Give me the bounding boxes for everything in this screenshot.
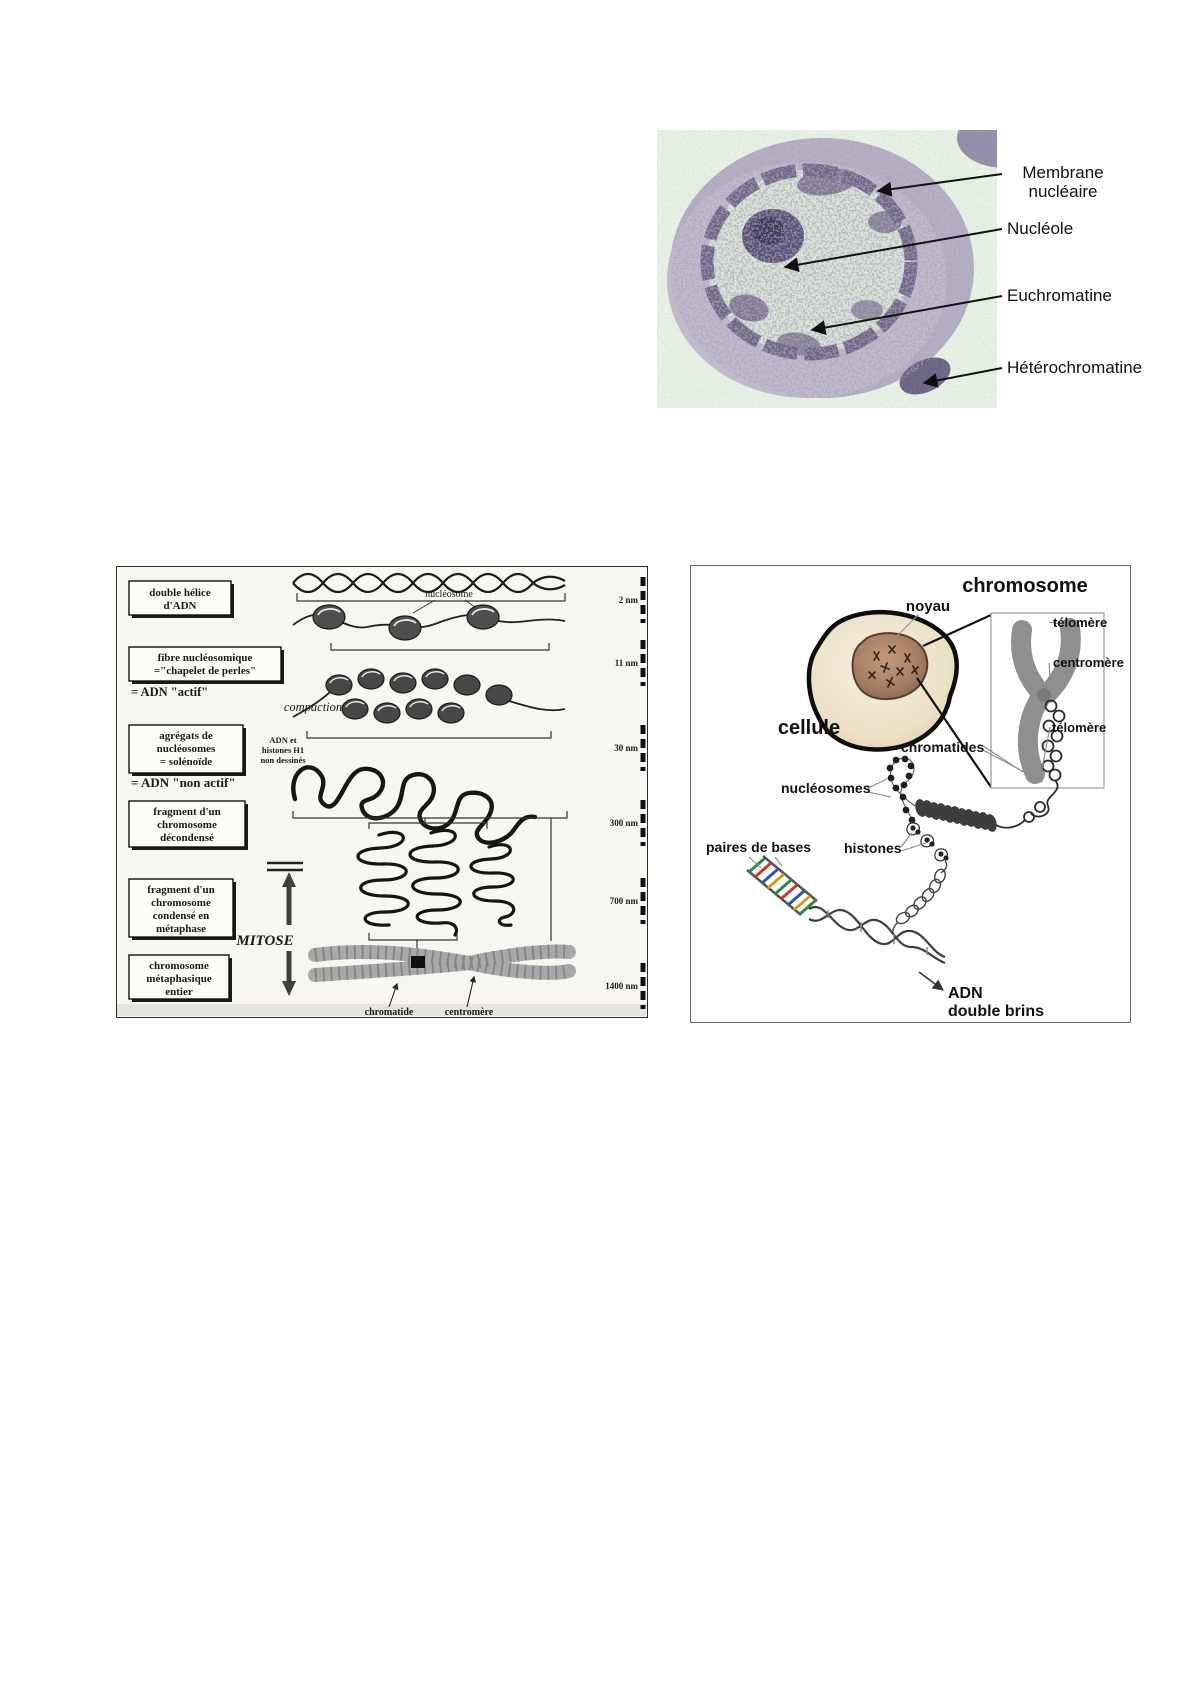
metaphase-chromosome-art <box>315 951 569 975</box>
scale-1400nm: 1400 nm <box>605 981 638 991</box>
dna-compaction-svg <box>117 567 646 1016</box>
solenoid-rope-art <box>913 798 998 833</box>
figure-nucleus-micrograph <box>650 126 1155 426</box>
nucleosome-chain-art <box>887 756 916 824</box>
box3-line3: = solénoïde <box>159 756 213 768</box>
box5-line2: chromosome <box>151 897 211 909</box>
bracket-row2 <box>331 643 549 650</box>
centromere-label-left-fig: centromère <box>444 1007 494 1016</box>
chapelet-de-perles-art <box>293 605 565 640</box>
box6-line2: métaphasique <box>146 973 212 985</box>
note-line1: ADN et <box>269 735 297 745</box>
adn-label-line1: ADN <box>948 985 983 1002</box>
dna-double-helix-art <box>809 907 945 963</box>
membrane-label-line1: Membrane <box>1022 163 1104 182</box>
chromosome-structure-svg <box>691 566 1129 1021</box>
adn-label-line2: double brins <box>948 1003 1044 1020</box>
box5-line1: fragment d'un <box>147 884 215 896</box>
box4-line3: décondensé <box>160 832 214 844</box>
paires-de-bases-label: paires de bases <box>706 839 812 855</box>
figure-dna-compaction <box>116 566 648 1018</box>
electron-micrograph-image <box>657 126 1053 408</box>
box2-line1: fibre nucléosomique <box>157 652 253 664</box>
box-chromosome-metaphasique <box>129 955 232 1002</box>
nucleus-micrograph-svg <box>650 126 1155 426</box>
box3-line2: nucléosomes <box>156 743 216 755</box>
scale-30nm: 30 nm <box>614 743 638 753</box>
telomere-top-label: télomère <box>1053 615 1108 630</box>
box3-line1: agrégats de <box>159 730 213 742</box>
nucleosomes-label: nucléosomes <box>781 780 871 796</box>
telomere-bottom-label: télomère <box>1052 720 1107 735</box>
scale-700nm: 700 nm <box>609 896 638 906</box>
histones-label: histones <box>844 840 902 856</box>
box4-line2: chromosome <box>157 819 217 831</box>
box4-line1: fragment d'un <box>153 806 221 818</box>
chromatide-label: chromatide <box>364 1007 414 1016</box>
chromosome-label-arrows <box>389 977 474 1007</box>
coil-brackets <box>369 818 551 954</box>
chromatides-label: chromatides <box>901 739 985 755</box>
condensed-coils-art <box>358 830 514 935</box>
box5-line3: condensé en <box>152 910 210 922</box>
scale-300nm: 300 nm <box>609 818 638 828</box>
box-double-helice <box>129 581 234 618</box>
heterochromatine-label: Hétérochromatine <box>1007 358 1143 377</box>
box1-line1: double hélice <box>149 587 211 599</box>
nucleosome-label: nucléosome <box>425 589 473 600</box>
decondensed-chromosome-art <box>293 767 535 842</box>
mitose-label: MITOSE <box>236 933 294 949</box>
box-fibre-nucleosomique <box>129 647 284 684</box>
adn-arrow <box>919 972 943 990</box>
bracket-row3 <box>307 731 551 738</box>
note-line2: histones H1 <box>261 745 305 755</box>
box6-line1: chromosome <box>149 960 209 972</box>
chromosome-title: chromosome <box>962 575 1088 597</box>
adn-actif-label: = ADN "actif" <box>131 685 209 699</box>
noyau-label: noyau <box>905 598 951 615</box>
note-histones <box>260 735 306 765</box>
nucleole-label: Nucléole <box>1007 219 1074 238</box>
box6-line3: entier <box>165 986 193 998</box>
box5-line4: métaphase <box>155 923 207 935</box>
compaction-label: compaction <box>283 700 343 714</box>
box2-line2: ="chapelet de perles" <box>153 665 257 677</box>
note-line3: non dessinés <box>260 755 306 765</box>
centromere-label: centromère <box>1053 655 1124 670</box>
membrane-label-line2: nucléaire <box>1028 182 1098 201</box>
cellule-label: cellule <box>777 717 841 739</box>
scale-2nm: 2 nm <box>618 595 638 605</box>
micrograph-labels <box>1007 163 1142 377</box>
scale-marks <box>605 577 643 1009</box>
box-chromosome-condense <box>129 879 236 940</box>
nucleus-art <box>853 633 928 699</box>
loose-helix-chain-art <box>893 861 947 934</box>
equals-sign <box>267 863 303 870</box>
scale-11nm: 11 nm <box>614 658 638 668</box>
figure-chromosome-structure <box>690 565 1131 1023</box>
adn-non-actif-label: = ADN "non actif" <box>131 775 236 790</box>
box1-line2: d'ADN <box>163 600 197 612</box>
box-chromosome-decondense <box>129 801 248 850</box>
box-agregats-nucleosomes <box>129 725 246 776</box>
histone-clusters-art <box>907 823 949 861</box>
euchromatine-label: Euchromatine <box>1007 286 1112 305</box>
solenoide-art <box>293 669 565 723</box>
